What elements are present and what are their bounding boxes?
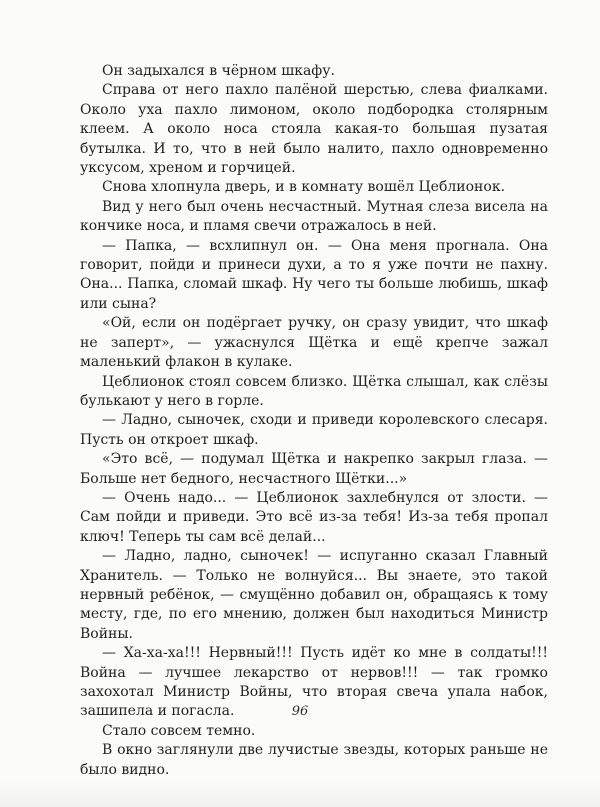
paragraph: Он задыхался в чёрном шкафу. bbox=[102, 63, 335, 79]
paragraph: В окно заглянули две лучистые звезды, которых раньше не было видно. bbox=[80, 742, 548, 778]
paragraph: — Папка, — всхлипнул он. — Она меня прогнала. Она говорит, пойди и принеси духи, а то я уже почти не пахну. Она... Папка, сломай шкаф. Ну чего ты больше любишь, шкаф или сына? bbox=[80, 237, 548, 312]
paragraph: Цеблионок стоял совсем близко. Щётка слышал, как слёзы булькают у него в горле. bbox=[80, 373, 548, 409]
paragraph: Стало совсем темно. bbox=[102, 722, 256, 739]
paragraph: Снова хлопнула дверь, и в комнату вошёл Цеблионок. bbox=[102, 179, 506, 196]
page-edge-shadow bbox=[0, 780, 600, 807]
paragraph: Справа от него пахло палёной шерстью, слева фиалками. Около уха пахло лимоном, около подбородка столярным клеем. А около носа стояла какая-то большая пузатая бутылка. И то, что в ней было налито, пахло одновременно уксусом, хреном и горчицей. bbox=[80, 82, 548, 177]
paragraph: — Ладно, сыночек, сходи и приведи королевского слесаря. Пусть он откроет шкаф. bbox=[80, 412, 548, 448]
paragraph: «Ой, если он подёргает ручку, он сразу увидит, что шкаф не заперт», — ужаснулся Щётка и ещё крепче зажал маленький флакон в кулаке. bbox=[80, 315, 548, 371]
paragraph: — Ха-ха-ха!!! Нервный!!! Пусть идёт ко мне в солдаты!!! Война — лучшее лекарство от нервов!!! — так громко захохотал Министр Войны, что вторая свеча упала набок, зашипела и погасла. bbox=[80, 645, 548, 720]
paragraph: — Очень надо... — Цеблионок захлебнулся от злости. — Сам пойди и приведи. Это всё из-за тебя! Из-за тебя пропал ключ! Теперь ты сам всё делай... bbox=[80, 489, 548, 545]
paragraph: Вид у него был очень несчастный. Мутная слеза висела на кончике носа, и пламя свечи отражалось в ней. bbox=[80, 198, 548, 235]
page-number: 96 bbox=[291, 704, 309, 719]
paragraph: «Это всё, — подумал Щётка и накрепко закрыл глаза. — Больше нет бедного, несчастного Щётки...» bbox=[80, 451, 548, 487]
paragraph: — Ладно, ладно, сыночек! — испуганно сказал Главный Хранитель. — Только не волнуйся... Вы знаете, это такой нервный ребёнок, — смущённо добавил он, обращаясь к тому месту, где, по его мнению, должен был находиться Министр Войны. bbox=[80, 548, 548, 642]
body-text bbox=[80, 62, 548, 780]
